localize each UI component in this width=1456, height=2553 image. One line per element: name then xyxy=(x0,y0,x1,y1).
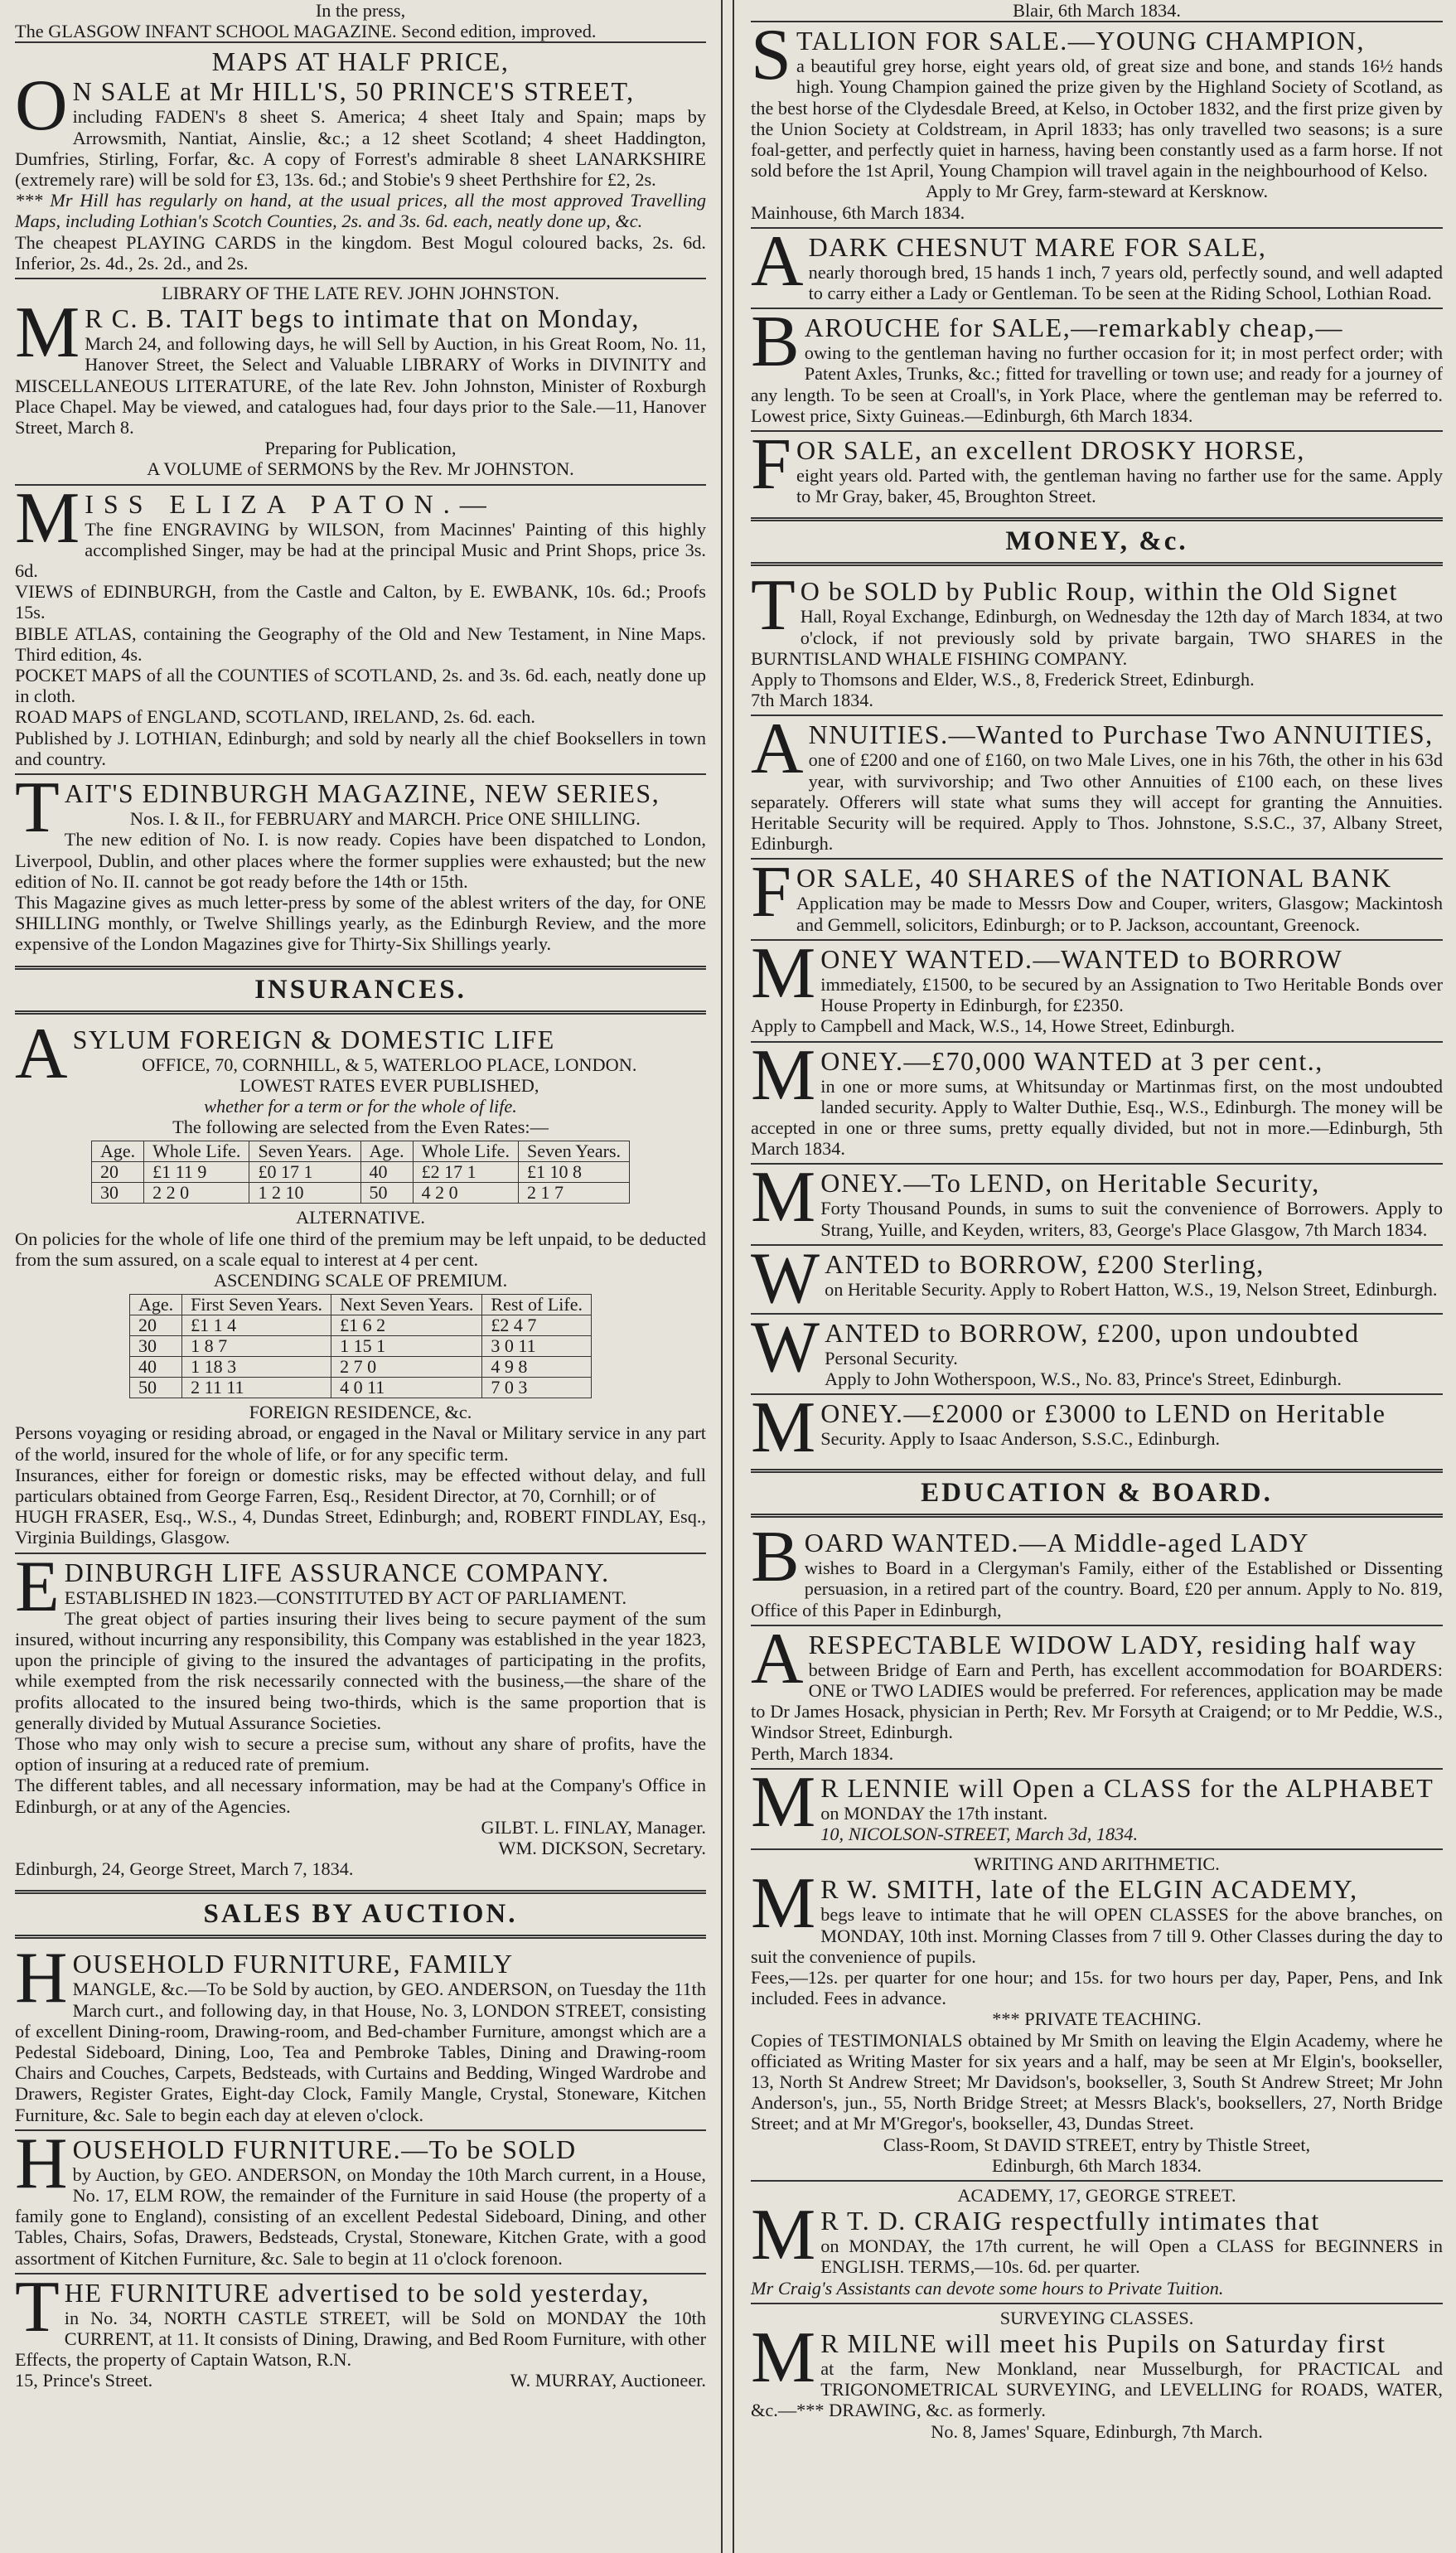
smith-date: Edinburgh, 6th March 1834. xyxy=(992,2154,1202,2176)
ad-smith xyxy=(751,1848,1443,2180)
tf-body: in No. 34, NORTH CASTLE STREET, will be Sold on MONDAY the 10th CURRENT, at 11. It consists of Dining, Drawing, and Bed Room Furniture, with other Effects, the property of Captain Watson, R.N. xyxy=(15,2307,706,2371)
academy-heading: ACADEMY, 17, GEORGE STREET. xyxy=(957,2185,1236,2206)
paton-atlas: BIBLE ATLAS, containing the Geography of the Old and New Testament, in Nine Maps. Third edition, 4s. xyxy=(15,623,706,665)
hf1-head: OUSEHOLD FURNITURE, FAMILY xyxy=(72,1949,514,1979)
drop-cap: M xyxy=(751,1863,816,1945)
library-sermons: A VOLUME of SERMONS by the Rev. Mr JOHNSTON. xyxy=(147,458,574,480)
drop-cap: F xyxy=(751,424,791,506)
paton-views: VIEWS of EDINBURGH, from the Castle and Calton, by E. EWBANK, 10s. 6d.; Proofs 15s. xyxy=(15,581,706,623)
left-column xyxy=(0,0,719,2553)
drop-cap: M xyxy=(751,1761,816,1843)
ad-widow-lady xyxy=(751,1618,1443,1768)
table-cell: 50 xyxy=(360,1183,413,1204)
lennie-date: 10, NICOLSON-STREET, March 3d, 1834. xyxy=(820,1823,1139,1844)
edinburgh-life-sig2: WM. DICKSON, Secretary. xyxy=(498,1838,706,1858)
alternative-heading: ALTERNATIVE. xyxy=(296,1207,425,1228)
taits-body2: This Magazine gives as much letter-press by some of the ablest writers of the day, for ONE SHILLING monthly, or Twelve Shillings yearly, as the Edinburgh Review, and the more expensive of the London Magazines give for Thirty-Six Shillings yearly. xyxy=(15,891,706,955)
hf1-body: MANGLE, &c.—To be Sold by auction, by GEO. ANDERSON, on Tuesday the 11th March curt., and following day, in that House, No. 3, LONDON STREET, consisting of excellent Dining-room, Drawing-room, and Bed-chamber Furniture, amongst which are a Pedestal Sideboard, Dining, Loo, Tea and Pembroke Tables, Dining and Drawing-room Chairs and Couches, Carpets, Bedsteads, with Curtains and Bedding, Winged Wardrobe and Drawers, Register Grates, Eight-day Clock, Family Mangle, Crystal, Stoneware, Kitchen Furniture, &c. Sale to begin each day at eleven o'clock. xyxy=(15,1979,706,2125)
wanted-200b-head: ANTED to BORROW, £200, upon undoubted xyxy=(825,1317,1360,1348)
smith-fees: Fees,—12s. per quarter for one hour; and 15s. for two hours per day, Paper, Pens, and Ink included. Fees in advance. xyxy=(751,1966,1443,2009)
smith-head: R W. SMITH, late of the ELGIN ACADEMY, xyxy=(820,1874,1358,1905)
foreign-heading: FOREIGN RESIDENCE, &c. xyxy=(249,1402,472,1423)
ad-stallion xyxy=(751,15,1443,227)
roup-apply: Apply to Thomsons and Elder, W.S., 8, Frederick Street, Edinburgh. xyxy=(751,669,1255,690)
table-cell: 2 1 7 xyxy=(518,1183,629,1204)
widow-lady-body: between Bridge of Earn and Perth, has excellent accommodation for BOARDERS: ONE or TWO LADIES would be preferred. For references, application may be made to Dr James Hosack, physician in Perth; Rev. Mr Forsyth at Craigend; or to Mr Peddie, W.S., Windsor Street, Edinburgh. xyxy=(751,1659,1443,1743)
table-cell: 40 xyxy=(130,1357,182,1378)
asylum-lowest: LOWEST RATES EVER PUBLISHED, xyxy=(239,1074,539,1096)
barouche-body: owing to the gentleman having no further occasion for it; in most perfect order; with Patent Axles, Trunks, &c.; fitted for travelling or town use; and ready for a journey of any length. To be seen at Croall's, in York Place, where the gentleman may be referred to. Lowest price, Sixty Guineas.—Edinburgh, 6th March 1834. xyxy=(751,342,1443,426)
craig-head: R T. D. CRAIG respectfully intimates that xyxy=(820,2206,1320,2236)
widow-lady-head: RESPECTABLE WIDOW LADY, residing half way xyxy=(808,1629,1417,1659)
edinburgh-life-body3: The different tables, and all necessary information, may be had at the Company's Office in Edinburgh, or at any of the Agencies. xyxy=(15,1775,706,1817)
ad-roup xyxy=(751,565,1443,715)
ad-wanted-200 xyxy=(751,1238,1443,1319)
milne-body: at the farm, New Monkland, near Musselburgh, for PRACTICAL and TRIGONOMETRICAL SURVEYING, and LEVELLING for ROADS, WATER, &c.—*** DRAWING, &c. as formerly. xyxy=(751,2358,1443,2421)
asylum-head: SYLUM FOREIGN & DOMESTIC LIFE xyxy=(72,1024,555,1054)
ad-maps xyxy=(15,41,706,278)
ad-annuities xyxy=(751,709,1443,858)
craig-body: on MONDAY, the 17th current, he will Open a CLASS for BEGINNERS in ENGLISH. TERMS,—10s. 6d. per quarter. xyxy=(820,2236,1443,2278)
money-70000-head: ONEY.—£70,000 WANTED at 3 per cent., xyxy=(820,1045,1323,1076)
ad-money-70000 xyxy=(751,1034,1443,1164)
taits-body: The new edition of No. I. is now ready. Copies have been dispatched to London, Liverpool, Dublin, and other places where the former supplies were exhausted; but the new edition of No. II. cannot be got ready before the 14th or 15th. xyxy=(15,829,706,892)
table-cell: 20 xyxy=(130,1315,182,1336)
smith-testimonials: Copies of TESTIMONIALS obtained by Mr Smith on leaving the Elgin Academy, where he officiated as Writing Master for six years and a half, may be seen at Mr Elgin's, bookseller, 13, North St Andrew Street; Mr Davidson's, bookseller, 3, South St Andrew Street; Mr John Anderson's, jun., 55, North Bridge Street; at Messrs Black's, booksellers, 27, North Bridge Street; and at Mr M'Gregor's, bookseller, 43, Dundas Street. xyxy=(751,2029,1443,2134)
table-cell: 4 2 0 xyxy=(413,1183,518,1204)
section-education: EDUCATION & BOARD. xyxy=(751,1469,1443,1518)
drop-cap: S xyxy=(751,15,791,96)
section-auction: SALES BY AUCTION. xyxy=(15,1890,706,1939)
edinburgh-life-est: ESTABLISHED IN 1823.—CONSTITUTED BY ACT OF PARLIAMENT. xyxy=(64,1587,627,1608)
maps-body: including FADEN's 8 sheet S. America; 4 sheet Italy and Spain; maps by Arrowsmith, Nantiat, Ainslie, &c.; a 12 sheet Scotland; 4 sheet Haddington, Dumfries, Stirling, Forfar, &c. A copy of Forrest's admirable 8 sheet LANARKSHIRE (extremely rare) will be sold for £3, 13s. 6d.; and Stobie's 9 sheet Perthshire for £2, 2s. xyxy=(15,106,706,191)
table-row xyxy=(130,1357,592,1378)
ad-money-2000 xyxy=(751,1388,1443,1469)
table-cell: 1 8 7 xyxy=(182,1336,331,1357)
section-insurances: INSURANCES. xyxy=(15,966,706,1015)
table-header: Whole Life. xyxy=(413,1141,518,1162)
drop-cap: M xyxy=(751,2195,816,2276)
table-cell: 1 15 1 xyxy=(331,1336,482,1357)
table-cell: 50 xyxy=(130,1378,182,1398)
drop-cap: E xyxy=(15,1546,60,1627)
table-cell: 7 0 3 xyxy=(482,1378,592,1398)
table-header: Age. xyxy=(130,1295,182,1315)
paton-pub: Published by J. LOTHIAN, Edinburgh; and sold by nearly all the chief Booksellers in town and country. xyxy=(15,727,706,769)
roup-body: Hall, Royal Exchange, Edinburgh, on Wednesday the 12th day of March 1834, at two o'clock, if not previously sold by private bargain, TWO SHARES in the BURNTISLAND WHALE FISHING COMPANY. xyxy=(751,606,1443,669)
table-cell: 1 18 3 xyxy=(182,1357,331,1378)
drop-cap: T xyxy=(15,768,60,849)
drop-cap: A xyxy=(751,220,804,302)
tf-sig: W. MURRAY, Auctioneer. xyxy=(510,2370,706,2391)
drosky-head: OR SALE, an excellent DROSKY HORSE, xyxy=(796,435,1305,466)
drop-cap: B xyxy=(751,1517,800,1598)
ad-drosky xyxy=(751,424,1443,511)
national-bank-body: Application may be made to Messrs Dow and Couper, writers, Glasgow; Mackintosh and Gemmell, solicitors, Edinburgh; or to P. Jackson, accountant, Greenock. xyxy=(796,893,1443,935)
ad-money-lend xyxy=(751,1157,1443,1243)
ad-mare xyxy=(751,220,1443,308)
ad-library xyxy=(15,278,706,484)
money-70000-body: in one or more sums, at Whitsunday or Martinmas first, on the most undoubted landed security. Apply to Walter Duthie, Esq., W.S., Edinburgh. The money will be accepted in one or three sums, pretty equally divided, but not in more.—Edinburgh, 5th March 1834. xyxy=(751,1075,1443,1160)
table-cell: 30 xyxy=(91,1183,143,1204)
wanted-200b-body: Personal Security. xyxy=(825,1347,958,1369)
maps-note: *** Mr Hill has regularly on hand, at the usual prices, all the most approved Travelling Maps, including Lothian's Scotch Counties, 2s. and 3s. 6d. each, neatly done up, &c. xyxy=(15,190,706,232)
drop-cap: M xyxy=(751,2318,816,2399)
table-row xyxy=(130,1378,592,1398)
money-2000-body: Security. Apply to Isaac Anderson, S.S.C., Edinburgh. xyxy=(820,1428,1221,1450)
maps-cards: The cheapest PLAYING CARDS in the kingdom. Best Mogul coloured backs, 2s. 6d. Inferior, 2s. 4d., 2s. 2d., and 2s. xyxy=(15,231,706,274)
alternative-body: On policies for the whole of life one third of the premium may be left unpaid, to be deducted from the sum assured, on a scale equal to interest at 4 per cent. xyxy=(15,1228,706,1270)
money-lend-head: ONEY.—To LEND, on Heritable Security, xyxy=(820,1168,1320,1199)
library-body: March 24, and following days, he will Sell by Auction, in his Great Room, No. 11, Hanover Street, the Select and Valuable LIBRARY of Works in DIVINITY and MISCELLANEOUS LITERATURE, of the late Rev. John Johnston, Minister of Roxburgh Place Chapel. May be viewed, and catalogues had, four days prior to the Sale.—11, Hanover Street, March 8. xyxy=(15,333,706,438)
drosky-body: eight years old. Parted with, the gentleman having no farther use for the same. Apply to Mr Gray, baker, 45, Broughton Street. xyxy=(796,465,1443,507)
paton-pocket: POCKET MAPS of all the COUNTIES of SCOTLAND, 2s. and 3s. 6d. each, neatly done up in cloth. xyxy=(15,665,706,707)
board-wanted-body: wishes to Board in a Clergyman's Family, either of the Established or Dissenting persuasion, in a retired part of the country. Board, £20 per annum. Apply to No. 819, Office of this Paper in Edinburgh, xyxy=(751,1557,1443,1620)
edinburgh-life-sig1: GILBT. L. FINLAY, Manager. xyxy=(481,1816,706,1838)
maps-heading: MAPS AT HALF PRICE, xyxy=(211,46,510,77)
ascending-heading: ASCENDING SCALE OF PREMIUM. xyxy=(213,1269,508,1291)
table-row xyxy=(91,1183,629,1204)
writing-heading: WRITING AND ARITHMETIC. xyxy=(974,1853,1220,1875)
drop-cap: A xyxy=(751,1618,804,1699)
ad-taits xyxy=(15,768,706,958)
wanted-200-body: on Heritable Security. Apply to Robert Hatton, W.S., 19, Nelson Street, Edinburgh. xyxy=(825,1278,1438,1300)
surveying-heading: SURVEYING CLASSES. xyxy=(999,2307,1194,2328)
table-header: Age. xyxy=(360,1141,413,1162)
top-notice xyxy=(15,0,706,41)
table-cell: 2 2 0 xyxy=(144,1183,249,1204)
ad-milne xyxy=(751,2303,1443,2446)
stallion-apply: Apply to Mr Grey, farm-steward at Kersknow. xyxy=(925,181,1269,202)
stallion-body: a beautiful grey horse, eight years old, of great size and bone, and stands 16½ hands high. Young Champion gained the prize given by the Highland Society of Scotland, as the best horse of the Clydesdale Breed, at Kelso, in October 1832, and the first prize given by the Union Society at Coldstream, in April 1833; has only travelled two seasons; is a sure foal-getter, and perfectly quiet in harness, having been constantly used as a farm horse. If not sold before the 1st April, Young Champion will travel again in the neighbourhood of Kelso. xyxy=(751,56,1443,182)
smith-room: Class-Room, St DAVID STREET, entry by Thistle Street, xyxy=(883,2134,1311,2155)
table-cell: 20 xyxy=(91,1162,143,1183)
library-heading: LIBRARY OF THE LATE REV. JOHN JOHNSTON. xyxy=(162,283,559,304)
ad-lennie xyxy=(751,1761,1443,1848)
edinburgh-life-head: DINBURGH LIFE ASSURANCE COMPANY. xyxy=(64,1557,610,1587)
asylum-whether: whether for a term or for the whole of life. xyxy=(204,1095,517,1117)
table-cell: £0 17 1 xyxy=(249,1162,360,1183)
table-header: Rest of Life. xyxy=(482,1295,592,1315)
table-header: Seven Years. xyxy=(249,1141,360,1162)
table-header: Seven Years. xyxy=(518,1141,629,1162)
drop-cap: F xyxy=(751,852,791,933)
ad-wanted-200b xyxy=(751,1306,1443,1393)
maps-head: N SALE at Mr HILL'S, 50 PRINCE'S STREET, xyxy=(72,76,635,107)
drop-cap: M xyxy=(15,293,80,374)
smith-body: begs leave to intimate that he will OPEN CLASSES for the above branches, on MONDAY, 10th inst. Morning Classes from 7 till 9. Other Classes during the day to suit the convenience of pupils. xyxy=(751,1904,1443,1967)
table-cell: 4 9 8 xyxy=(482,1357,592,1378)
library-head: R C. B. TAIT begs to intimate that on Monday, xyxy=(85,303,640,334)
money-wanted-apply: Apply to Campbell and Mack, W.S., 14, Howe Street, Edinburgh. xyxy=(751,1015,1236,1037)
table-cell: 30 xyxy=(130,1336,182,1357)
drop-cap: T xyxy=(751,565,796,647)
taits-head: AIT'S EDINBURGH MAGAZINE, NEW SERIES, xyxy=(64,778,660,809)
table-cell: 3 0 11 xyxy=(482,1336,592,1357)
asylum-following: The following are selected from the Even Rates:— xyxy=(172,1117,549,1138)
ad-paton xyxy=(15,477,706,773)
lennie-body: on MONDAY the 17th instant. xyxy=(820,1802,1048,1824)
ad-barouche xyxy=(751,302,1443,430)
table-header: Next Seven Years. xyxy=(331,1295,482,1315)
money-lend-body: Forty Thousand Pounds, in sums to suit the convenience of Borrowers. Apply to Strang, Yuille, and Keyden, writers, 83, George's Place Glasgow, 7th March 1834. xyxy=(820,1198,1443,1240)
right-top-line: Blair, 6th March 1834. xyxy=(1013,0,1181,21)
even-rates-table xyxy=(91,1141,630,1204)
barouche-head: AROUCHE for SALE,—remarkably cheap,— xyxy=(804,312,1343,343)
stallion-date: Mainhouse, 6th March 1834. xyxy=(751,201,965,223)
drop-cap: T xyxy=(15,2266,60,2347)
drop-cap: H xyxy=(15,1938,68,2019)
drop-cap: O xyxy=(15,65,68,147)
drop-cap: B xyxy=(751,302,800,383)
table-header: Whole Life. xyxy=(144,1141,249,1162)
national-bank-head: OR SALE, 40 SHARES of the NATIONAL BANK xyxy=(796,863,1392,894)
tf-footer xyxy=(15,2370,706,2391)
drop-cap: A xyxy=(751,709,804,790)
drop-cap: A xyxy=(15,1013,68,1094)
lennie-head: R LENNIE will Open a CLASS for the ALPHABET xyxy=(820,1772,1434,1803)
foreign-body: Persons voyaging or residing abroad, or engaged in the Naval or Military service in any part of the world, insured for the whole of life, or for any specific term. xyxy=(15,1422,706,1465)
table-header: Age. xyxy=(91,1141,143,1162)
tf-addr: 15, Prince's Street. xyxy=(15,2370,153,2391)
table-cell: £1 10 8 xyxy=(518,1162,629,1183)
table-cell: £2 17 1 xyxy=(413,1162,518,1183)
table-cell: £1 11 9 xyxy=(144,1162,249,1183)
table-cell: 4 0 11 xyxy=(331,1378,482,1398)
column-divider xyxy=(721,0,734,2553)
table-row xyxy=(130,1336,592,1357)
ad-board-wanted xyxy=(751,1517,1443,1625)
money-wanted-body: immediately, £1500, to be secured by an Assignation to Two Heritable Bonds over House Property in Edinburgh, for £2350. xyxy=(820,973,1443,1016)
ad-national-bank xyxy=(751,852,1443,938)
wanted-200-head: ANTED to BORROW, £200 Sterling, xyxy=(825,1248,1265,1279)
ad-asylum xyxy=(15,1013,706,1553)
drop-cap: M xyxy=(751,1157,816,1238)
board-wanted-head: OARD WANTED.—A Middle-aged LADY xyxy=(804,1528,1310,1558)
ad-the-furniture xyxy=(15,2266,706,2396)
drop-cap: M xyxy=(751,1388,816,1469)
notice-line2: The GLASGOW INFANT SCHOOL MAGAZINE. Second edition, improved. xyxy=(15,21,597,42)
table-cell: 40 xyxy=(360,1162,413,1183)
stallion-head: TALLION FOR SALE.—YOUNG CHAMPION, xyxy=(796,26,1365,56)
table-cell: £2 4 7 xyxy=(482,1315,592,1336)
money-wanted-head: ONEY WANTED.—WANTED to BORROW xyxy=(820,943,1343,974)
ad-money-wanted xyxy=(751,933,1443,1041)
money-2000-head: ONEY.—£2000 or £3000 to LEND on Heritable xyxy=(820,1398,1386,1429)
taits-sub: Nos. I. & II., for FEBRUARY and MARCH. Price ONE SHILLING. xyxy=(129,808,641,830)
right-column xyxy=(736,0,1456,2553)
insurances-agents: HUGH FRASER, Esq., W.S., 4, Dundas Street, Edinburgh; and, ROBERT FINDLAY, Esq., Virginia Buildings, Glasgow. xyxy=(15,1506,706,1548)
notice-line1: In the press, xyxy=(315,0,406,21)
smith-private: *** PRIVATE TEACHING. xyxy=(992,2008,1202,2030)
ascending-scale-table xyxy=(129,1294,592,1398)
insurances-body: Insurances, either for foreign or domestic risks, may be effected without delay, and full particulars obtained from George Farren, Esq., Resident Director, at 70, Cornhill; or of xyxy=(15,1464,706,1506)
table-cell: 2 7 0 xyxy=(331,1357,482,1378)
drop-cap: M xyxy=(751,1034,816,1116)
milne-head: R MILNE will meet his Pupils on Saturday first xyxy=(820,2328,1386,2359)
ad-household-furniture-1 xyxy=(15,1938,706,2129)
annuities-body: one of £200 and one of £160, on two Male Lives, one in his 76th, the other in his 63d year, with survivorship; and Two other Annuities of £100 each, on these lives separately. Offerers will state what sums they will accept for granting the Annuities. Heritable Security will be required. Apply to Thos. Johnstone, S.S.C., 37, Albany Street, Edinburgh. xyxy=(751,749,1443,855)
milne-date: No. 8, James' Square, Edinburgh, 7th March. xyxy=(931,2420,1263,2442)
roup-head: O be SOLD by Public Roup, within the Old Signet xyxy=(800,576,1398,607)
hf2-body: by Auction, by GEO. ANDERSON, on Monday the 10th March current, in a House, No. 17, ELM ROW, the remainder of the Furniture in said House (the property of a family gone to England), consisting of an excellent Pedestal Sideboard, Dining, and other Tables, Chairs, Sofas, Drawers, Bedsteads, Crystal, Stoneware, Kitchen Grate, with a good assortment of Kitchen Furniture, &c. Sale to begin at 11 o'clock forenoon. xyxy=(15,2163,706,2269)
table-cell: 2 11 11 xyxy=(182,1378,331,1398)
roup-date: 7th March 1834. xyxy=(751,690,873,711)
mare-head: DARK CHESNUT MARE FOR SALE, xyxy=(808,231,1267,262)
paton-body: The fine ENGRAVING by WILSON, from Macinnes' Painting of this highly accomplished Singer, may be had at the principal Music and Print Shops, price 3s. 6d. xyxy=(15,518,706,582)
tf-head: HE FURNITURE advertised to be sold yesterday, xyxy=(64,2277,650,2308)
hf2-head: OUSEHOLD FURNITURE.—To be SOLD xyxy=(72,2134,577,2164)
table-header: First Seven Years. xyxy=(182,1295,331,1315)
library-prep: Preparing for Publication, xyxy=(264,438,457,459)
ad-edinburgh-life xyxy=(15,1546,706,1884)
craig-assist: Mr Craig's Assistants can devote some hours to Private Tuition. xyxy=(751,2277,1224,2299)
asylum-office: OFFICE, 70, CORNHILL, & 5, WATERLOO PLACE, LONDON. xyxy=(142,1054,637,1075)
edinburgh-life-body2: Those who may only wish to secure a precise sum, without any share of profits, have the option of insuring at a reduced rate of premium. xyxy=(15,1732,706,1775)
table-row xyxy=(130,1315,592,1336)
table-row xyxy=(91,1162,629,1183)
drop-cap: W xyxy=(751,1306,820,1388)
drop-cap: M xyxy=(15,477,80,559)
widow-lady-date: Perth, March 1834. xyxy=(751,1742,894,1764)
wanted-200b-apply: Apply to John Wotherspoon, W.S., No. 83, Prince's Street, Edinburgh. xyxy=(825,1368,1342,1389)
table-cell: £1 1 4 xyxy=(182,1315,331,1336)
ad-household-furniture-2 xyxy=(15,2123,706,2273)
drop-cap: H xyxy=(15,2123,68,2204)
edinburgh-life-date: Edinburgh, 24, George Street, March 7, 1834. xyxy=(15,1858,354,1880)
edinburgh-life-body: The great object of parties insuring their lives being to secure payment of the sum insured, without incurring any responsibility, this Company was established in the year 1823, upon the principle of giving to the insured the advantages of participating in the profits, while exempted from the risk necessarily connected with the business,—the share of the profits allocated to the insured being two-thirds, which is the same proportion that is generally divided by Mutual Assurance Societies. xyxy=(15,1607,706,1733)
table-cell: 1 2 10 xyxy=(249,1183,360,1204)
table-cell: £1 6 2 xyxy=(331,1315,482,1336)
drop-cap: W xyxy=(751,1238,820,1319)
mare-body: nearly thorough bred, 15 hands 1 inch, 7 years old, perfectly sound, and well adapted to carry either a Lady or Gentleman. To be seen at the Riding School, Lothian Road. xyxy=(808,261,1443,304)
ad-craig xyxy=(751,2180,1443,2303)
drop-cap: M xyxy=(751,933,816,1014)
section-money: MONEY, &c. xyxy=(751,517,1443,566)
paton-road: ROAD MAPS of ENGLAND, SCOTLAND, IRELAND, 2s. 6d. each. xyxy=(15,706,535,728)
paton-head: ISS ELIZA PATON.— xyxy=(85,488,496,519)
annuities-head: NNUITIES.—Wanted to Purchase Two ANNUITIES, xyxy=(808,719,1434,750)
